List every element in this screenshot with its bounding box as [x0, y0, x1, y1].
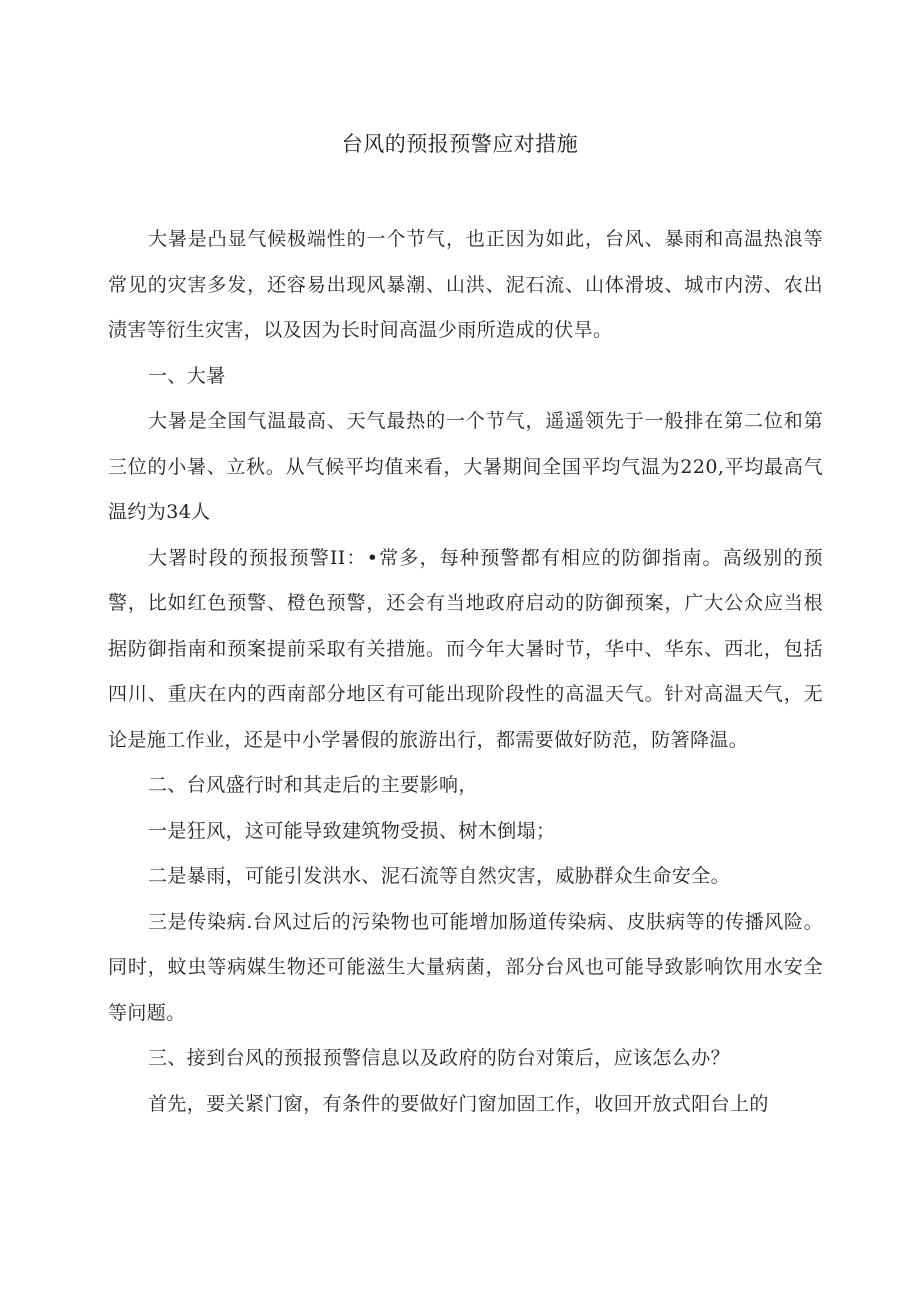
document-body	[108, 217, 823, 1127]
list-item-wind: 一是狂风，这可能导致建筑物受损、树木倒塌；	[148, 819, 556, 842]
list-item-disease: 三是传染病.台风过后的污染物也可能增加肠道传染病、皮肤病等的传播风险。同时，蚊虫等病媒生物还可能滋生大量病菌，部分台风也可能导致影响饮用水安全等问题。	[108, 910, 823, 1024]
paragraph-intro: 大暑是凸显气候极端性的一个节气，也正因为如此，台风、暴雨和高温热浪等常见的灾害多发，还容易出现风暴潮、山洪、泥石流、山体滑坡、城市内涝、农出渍害等衍生灾害，以及因为长时间高温少雨所造成的伏旱。	[108, 228, 823, 341]
section-heading-3: 三、接到台风的预报预警信息以及政府的防台对策后，应该怎么办？	[148, 1047, 731, 1069]
paragraph-dashu-temperature: 大暑是全国气温最高、天气最热的一个节气，遥遥领先于一般排在第二位和第三位的小暑、立秋。从气候平均值来看，大暑期间全国平均气温为220,平均最高气温约为34人	[108, 410, 823, 523]
section-heading-1: 一、大暑	[148, 364, 226, 387]
paragraph-first-step: 首先，要关紧门窗，有条件的要做好门窗加固工作，收回开放式阳台上的	[148, 1092, 769, 1115]
document-title: 台风的预报预警应对措施	[341, 132, 579, 156]
section-heading-2: 二、台风盛行时和其走后的主要影响，	[148, 774, 478, 796]
list-item-rain: 二是暴雨，可能引发洪水、泥石流等自然灾害，威胁群众生命安全。	[148, 865, 731, 887]
paragraph-forecast-warning: 大署时段的预报预警II：•常多，每种预警都有相应的防御指南。高级别的预警，比如红色预警、橙色预警，还会有当地政府启动的防御预案，广大公众应当根据防御指南和预案提前采取有关措施。而今年大暑时节，华中、华东、西北，包括四川、重庆在内的西南部分地区有可能出现阶段性的高温天气。针对高温天气，无论是施工作业，还是中小学暑假的旅游出行，都需要做好防范，防箸降温。	[108, 546, 823, 751]
